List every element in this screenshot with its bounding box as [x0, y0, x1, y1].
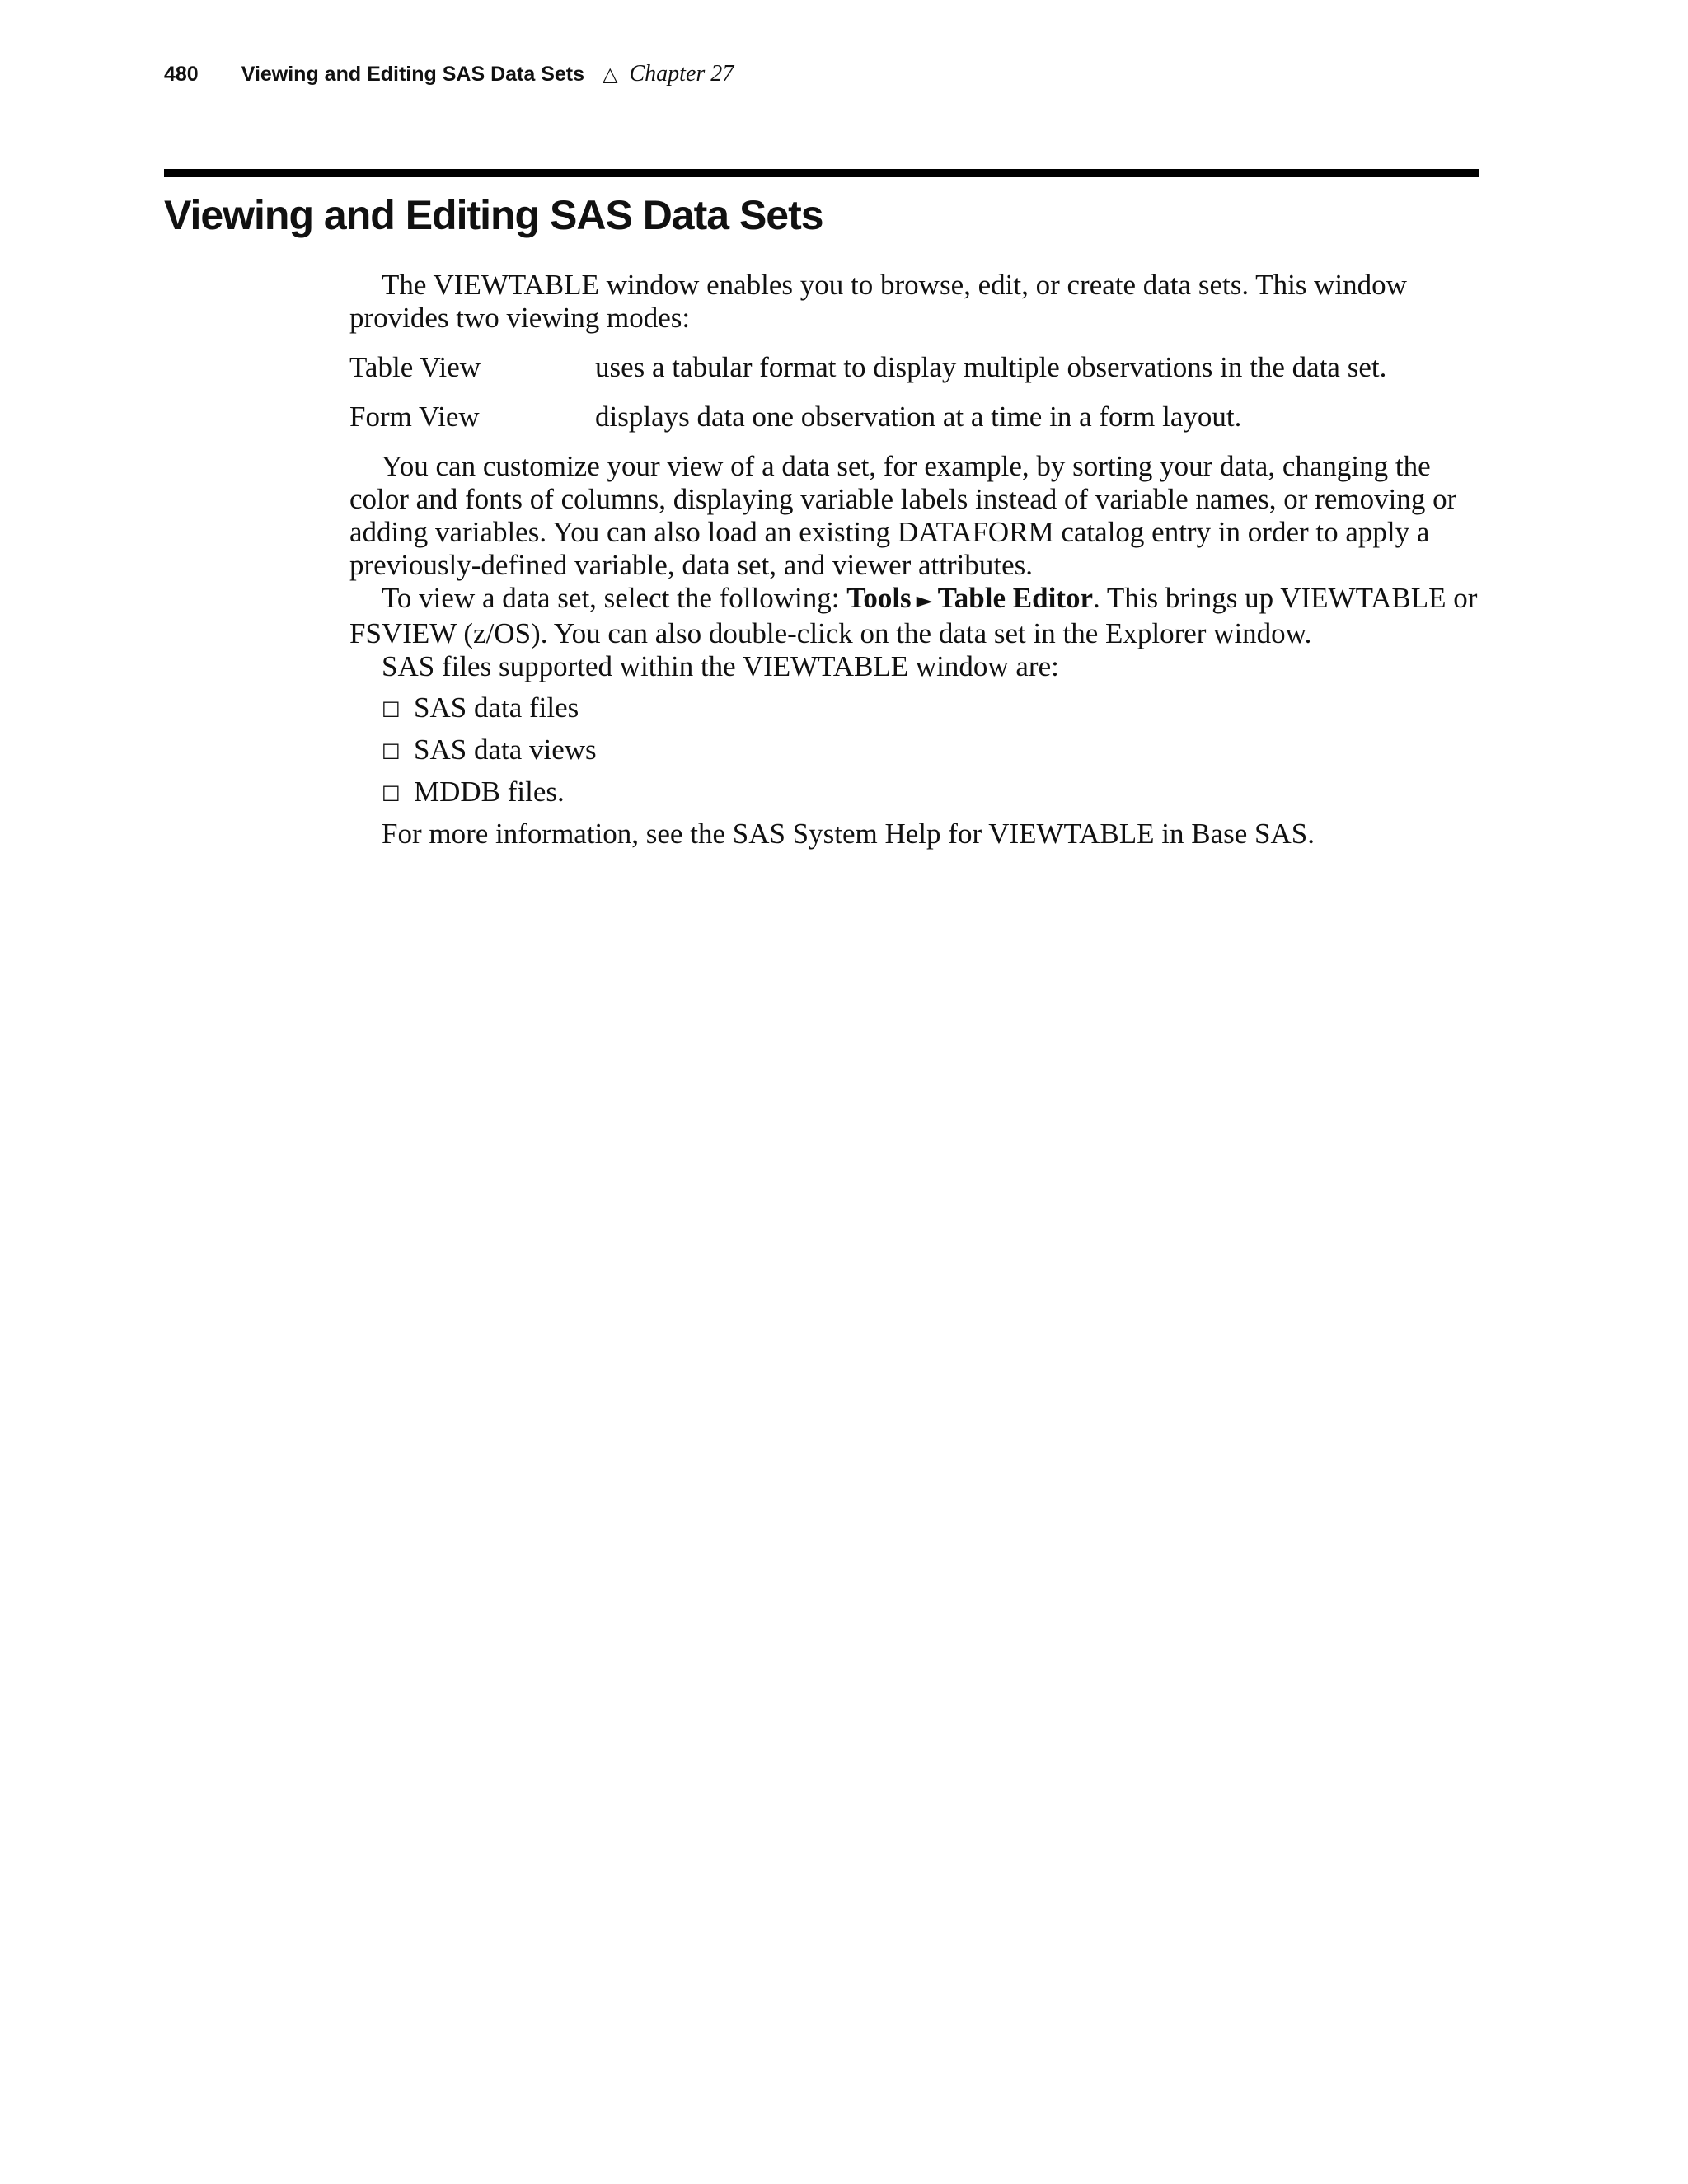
list-item	[382, 691, 1480, 724]
checkbox-bullet-icon: □	[382, 780, 401, 804]
intro-paragraph: The VIEWTABLE window enables you to browse, edit, or create data sets. This window provides two viewing modes:	[349, 269, 1407, 334]
running-head	[164, 59, 734, 89]
list-item	[382, 776, 1480, 808]
supported-files-list	[382, 691, 1480, 808]
view-instructions-text-end: . This brings up VIEWTABLE or FSVIEW (z/OS). You can also double-click on the data set in the Explorer window.	[349, 582, 1478, 649]
running-title: Viewing and Editing SAS Data Sets	[241, 63, 585, 86]
more-info-paragraph: For more information, see the SAS System Help for VIEWTABLE in Base SAS.	[382, 818, 1315, 850]
mode-description: uses a tabular format to display multiple observations in the data set.	[595, 351, 1387, 383]
triangle-icon: △	[603, 63, 618, 86]
supported-files-intro: SAS files supported within the VIEWTABLE window are:	[382, 650, 1059, 682]
menu-item-tools: Tools	[846, 582, 912, 614]
mode-item-form-view	[349, 401, 1480, 434]
section-rule	[164, 169, 1479, 177]
menu-arrow-icon: ►	[916, 588, 933, 613]
chapter-label: Chapter 27	[629, 61, 734, 87]
list-item-label: SAS data files	[414, 691, 579, 724]
list-item-label: SAS data views	[414, 733, 597, 766]
page-number: 480	[164, 63, 199, 86]
mode-description: displays data one observation at a time in a form layout.	[595, 401, 1242, 433]
list-item	[382, 733, 1480, 766]
view-instructions-text: To view a data set, select the following:	[382, 582, 847, 614]
viewing-modes-list	[349, 351, 1480, 434]
customize-paragraph: You can customize your view of a data set, for example, by sorting your data, changing the color and fonts of columns, displaying variable labels instead of variable names, or removing or adding variables. You can also load an existing DATAFORM catalog entry in order to apply a previously-defined variable, data set, and viewer attributes.	[349, 450, 1457, 581]
section-title: Viewing and Editing SAS Data Sets	[164, 192, 823, 238]
section-body	[349, 269, 1480, 851]
mode-term: Table View	[349, 351, 481, 383]
list-item-label: MDDB files.	[414, 776, 565, 808]
mode-term: Form View	[349, 401, 480, 433]
mode-item-table-view	[349, 351, 1480, 384]
checkbox-bullet-icon: □	[382, 696, 401, 719]
checkbox-bullet-icon: □	[382, 738, 401, 762]
menu-item-table-editor: Table Editor	[937, 582, 1094, 614]
view-instructions-paragraph	[349, 582, 1480, 650]
